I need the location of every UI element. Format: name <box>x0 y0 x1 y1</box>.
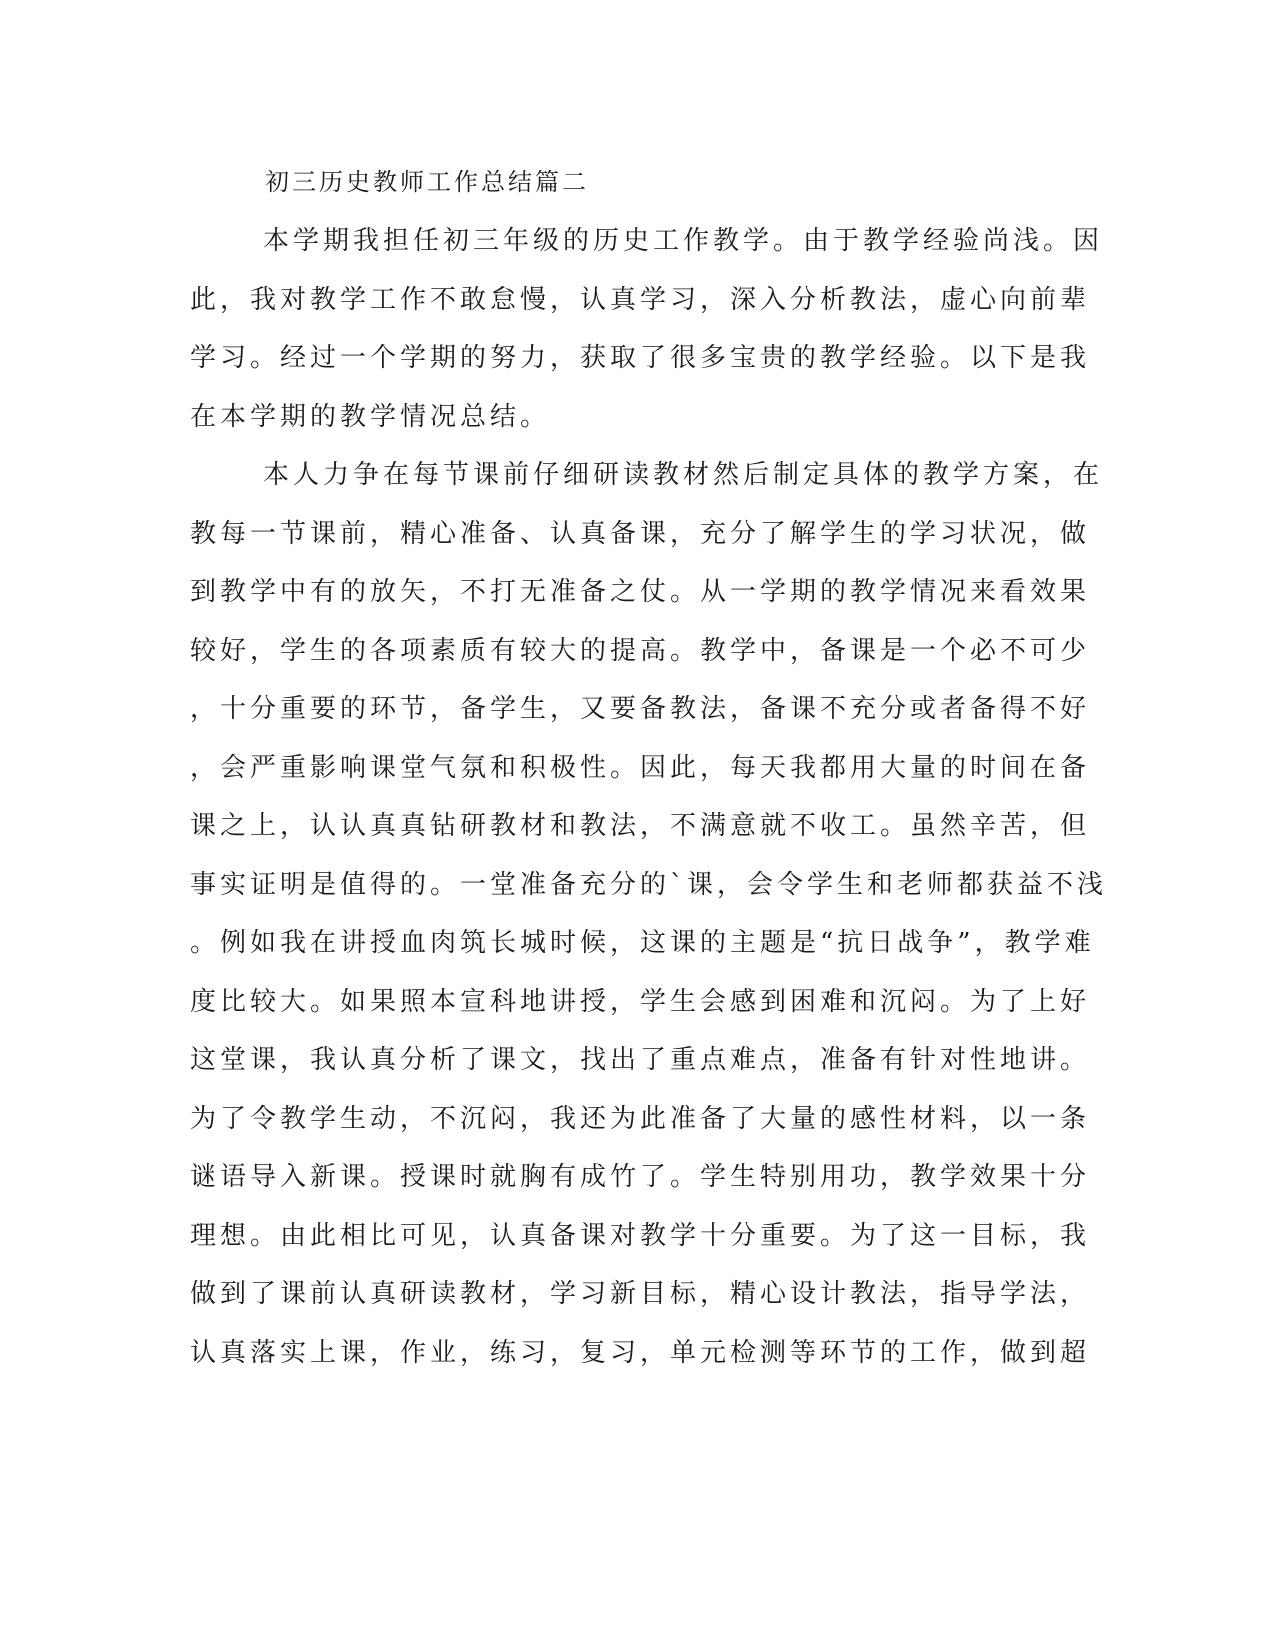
paragraph-2-line-10: 度比较大。如果照本宣科地讲授，学生会感到困难和沉闷。为了上好 <box>190 987 1091 1017</box>
paragraph-2-line-1: 本人力争在每节课前仔细研读教材然后制定具体的教学方案，在 <box>263 460 1104 490</box>
paragraph-1-line-4: 在本学期的教学情况总结。 <box>190 402 551 432</box>
paragraph-2-line-8: 事实证明是值得的。一堂准备充分的`课，会令学生和老师都获益不浅 <box>190 870 1108 900</box>
paragraph-2-line-3: 到教学中有的放矢，不打无准备之仗。从一学期的教学情况来看效果 <box>190 577 1091 607</box>
paragraph-2-line-9: 。例如我在讲授血肉筑长城时候，这课的主题是“抗日战争”，教学难 <box>190 928 1095 958</box>
paragraph-2-line-7: 课之上，认认真真钻研教材和教法，不满意就不收工。虽然辛苦，但 <box>190 811 1091 841</box>
paragraph-1-line-3: 学习。经过一个学期的努力，获取了很多宝贵的教学经验。以下是我 <box>190 343 1091 373</box>
paragraph-2-line-6: ，会严重影响课堂气氛和积极性。因此，每天我都用大量的时间在备 <box>190 753 1091 783</box>
paragraph-2-line-15: 做到了课前认真研读教材，学习新目标，精心设计教法，指导学法， <box>190 1279 1091 1309</box>
paragraph-2-line-13: 谜语导入新课。授课时就胸有成竹了。学生特别用功，教学效果十分 <box>190 1162 1091 1192</box>
document-title: 初三历史教师工作总结篇二 <box>265 168 589 196</box>
paragraph-2-line-11: 这堂课，我认真分析了课文，找出了重点难点，准备有针对性地讲。 <box>190 1045 1091 1075</box>
paragraph-2-line-16: 认真落实上课，作业，练习，复习，单元检测等环节的工作，做到超 <box>190 1338 1091 1368</box>
paragraph-1-line-2: 此，我对教学工作不敢怠慢，认真学习，深入分析教法，虚心向前辈 <box>190 285 1091 315</box>
paragraph-2-line-14: 理想。由此相比可见，认真备课对教学十分重要。为了这一目标，我 <box>190 1221 1091 1251</box>
paragraph-1-line-1: 本学期我担任初三年级的历史工作教学。由于教学经验尚浅。因 <box>263 226 1104 256</box>
paragraph-2-line-4: 较好，学生的各项素质有较大的提高。教学中，备课是一个必不可少 <box>190 636 1091 666</box>
paragraph-2-line-12: 为了令教学生动，不沉闷，我还为此准备了大量的感性材料，以一条 <box>190 1104 1091 1134</box>
paragraph-2-line-2: 教每一节课前，精心准备、认真备课，充分了解学生的学习状况，做 <box>190 519 1091 549</box>
paragraph-2-line-5: ，十分重要的环节，备学生，又要备教法，备课不充分或者备得不好 <box>190 694 1091 724</box>
